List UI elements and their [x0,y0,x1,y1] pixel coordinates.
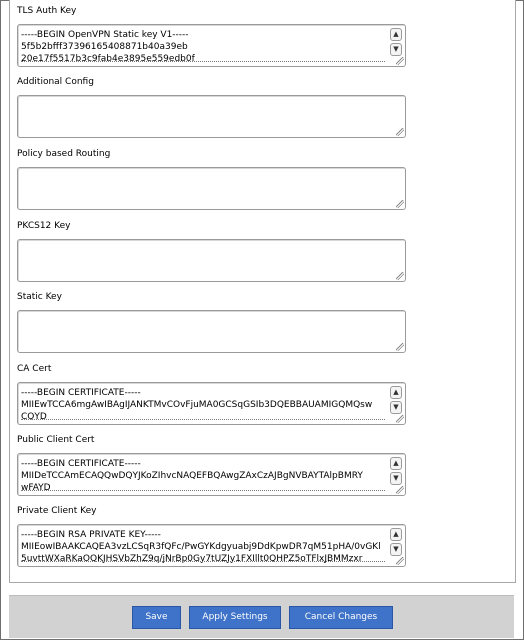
scroll-down-arrow-icon[interactable]: ▼ [390,401,402,414]
scroll-up-arrow-icon[interactable]: ▲ [390,386,402,399]
textarea-content: -----BEGIN CERTIFICATE----- MIIEwTCCA6mgAwIBAgIJANKTMvCOvFjuMA0GCSqGSIb3DQEBBAUAMIGQMQsw CQYD [21,388,373,422]
public-client-cert-textarea[interactable] [17,453,406,496]
textarea-content: -----BEGIN OpenVPN Static key V1----- 5f5b2bfff37396165408871b40a39eb 20e17f5517b3c9fab4e3895e559edb0f [21,30,195,64]
textarea-content: -----BEGIN RSA PRIVATE KEY----- MIIEowIBAAKCAQEA3vzLCSqR3fQFc/PwGYKdgyuabj9DdKpwDR7qM51pHA/0vGKl 5uvttWXaRKaOQKJHSVbZhZ9q/jNrBp0Gy7tUZJy1FXIllt0QHPZ5oTFlxJBMMzxr [21,530,381,564]
footer-button-bar [9,595,514,638]
textarea-content: -----BEGIN CERTIFICATE----- MIIDeTCCAmECAQQwDQYJKoZIhvcNAQEFBQAwgZAxCzAJBgNVBAYTAlpBMRY wFAYD [21,459,363,493]
field-label: Additional Config [17,77,94,87]
field-ca-cert [17,364,406,425]
textarea-scrollbar[interactable] [390,386,402,416]
resize-grip-icon[interactable] [396,128,404,136]
field-label: TLS Auth Key [17,6,77,16]
textarea-scrollbar[interactable] [390,457,402,487]
ca-cert-textarea[interactable] [17,382,406,425]
field-public-client-cert [17,435,406,496]
cancel-changes-button[interactable]: Cancel Changes [289,606,393,629]
field-private-client-key [17,506,406,567]
textarea-content [21,100,385,136]
private-client-key-textarea[interactable] [17,524,406,567]
save-button[interactable]: Save [132,606,181,629]
resize-grip-icon[interactable] [396,343,404,351]
textarea-content [21,172,385,208]
textarea-scrollbar[interactable] [390,28,402,58]
field-label: Private Client Key [17,506,97,516]
cut-off-text-line [21,419,385,421]
field-tls-auth-key [17,6,406,67]
scroll-up-arrow-icon[interactable]: ▲ [390,528,402,541]
field-policy-based-routing [17,149,406,210]
scroll-up-arrow-icon[interactable]: ▲ [390,457,402,470]
field-label: PKCS12 Key [17,221,71,231]
scroll-down-arrow-icon[interactable]: ▼ [390,472,402,485]
static-key-textarea[interactable] [17,310,406,353]
textarea-scrollbar[interactable] [390,528,402,558]
scroll-down-arrow-icon[interactable]: ▼ [390,543,402,556]
pkcs12-key-textarea[interactable] [17,239,406,282]
field-static-key [17,292,406,353]
resize-grip-icon[interactable] [396,557,404,565]
resize-grip-icon[interactable] [396,486,404,494]
additional-config-textarea[interactable] [17,95,406,138]
scroll-down-arrow-icon[interactable]: ▼ [390,43,402,56]
resize-grip-icon[interactable] [396,272,404,280]
cut-off-text-line [21,61,385,63]
policy-based-routing-textarea[interactable] [17,167,406,210]
field-label: Public Client Cert [17,435,95,445]
cut-off-text-line [21,561,385,563]
tls-auth-key-textarea[interactable] [17,24,406,67]
cut-off-text-line [21,490,385,492]
resize-grip-icon[interactable] [396,200,404,208]
textarea-content [21,315,385,351]
resize-grip-icon[interactable] [396,57,404,65]
field-label: Policy based Routing [17,149,111,159]
field-pkcs12-key [17,221,406,282]
apply-settings-button[interactable]: Apply Settings [189,606,281,629]
scroll-up-arrow-icon[interactable]: ▲ [390,28,402,41]
field-label: CA Cert [17,364,52,374]
field-label: Static Key [17,292,62,302]
textarea-content [21,244,385,280]
resize-grip-icon[interactable] [396,415,404,423]
field-additional-config [17,77,406,138]
